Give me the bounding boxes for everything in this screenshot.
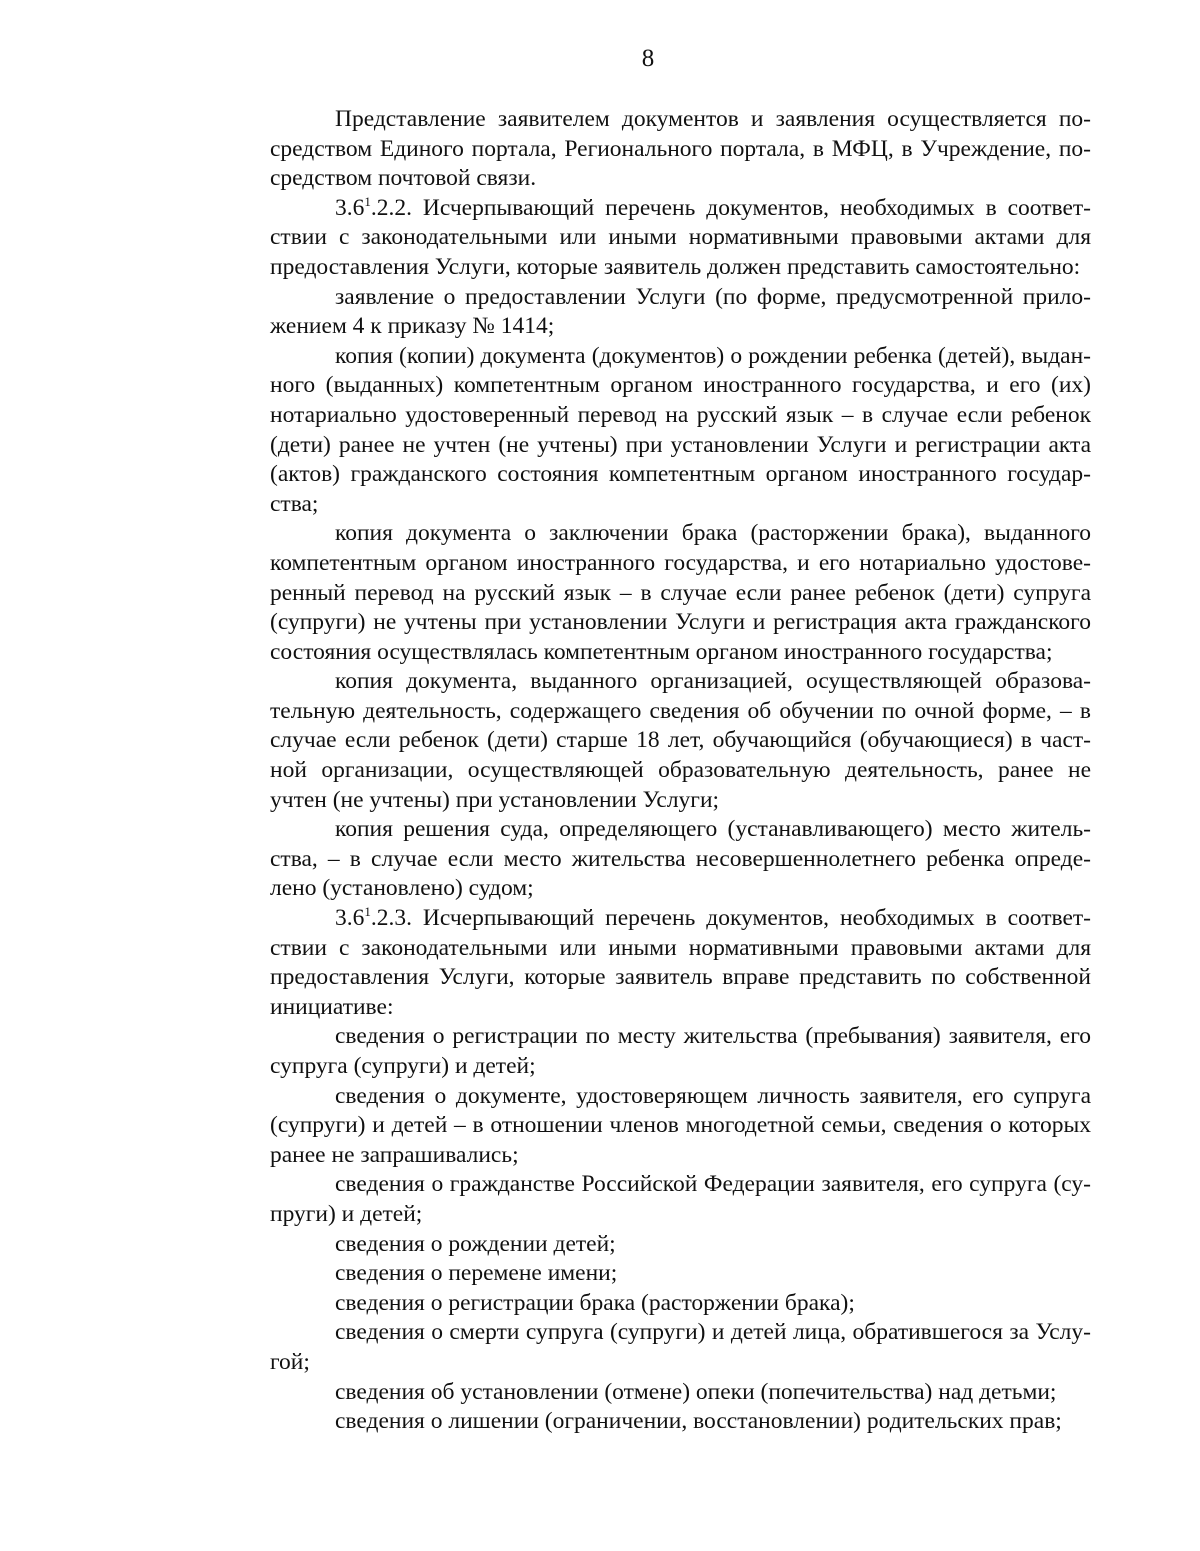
text-line: предоставления Услуги, которые заявитель должен представить самостоятельно: [270, 253, 1081, 280]
text-line: ствии с законодательными или иными нормативными правовыми актами для [270, 934, 1091, 961]
text-line: копия документа, выданного организацией, осуществляющей образова- [335, 668, 1091, 695]
paragraph-marriage-documents [205, 519, 1091, 667]
text-line: ного (выданных) компетентным органом иностранного государства, и его (их) [270, 372, 1091, 399]
text-line: (супруги) и детей – в отношении членов многодетной семьи, сведения о которых [270, 1112, 1091, 1139]
text-line: сведения о рождении детей; [335, 1230, 616, 1257]
paragraph-registration-info [205, 1022, 1091, 1081]
text-line: средством Единого портала, Регионального портала, в МФЦ, в Учреждение, по- [270, 135, 1091, 162]
paragraph-name-change-info [205, 1259, 1091, 1289]
text-line: нотариально удостоверенный перевод на русский язык – в случае если ребенок [270, 401, 1091, 428]
paragraph-guardianship-info [205, 1378, 1091, 1408]
text-line: Представление заявителем документов и заявления осуществляется по- [335, 106, 1091, 132]
paragraph-section-3-6-1-2-2 [205, 194, 1091, 283]
text-line: копия документа о заключении брака (расторжении брака), выданного [335, 520, 1091, 547]
paragraph-birth-documents [205, 342, 1091, 520]
section-heading-line: $3.6^1.2.3$. Исчерпывающий перечень документов, необходимых в соответ- [335, 904, 1091, 932]
paragraph-citizenship-info [205, 1170, 1091, 1229]
text-line: сведения о смерти супруга (супруги) и детей лица, обратившегося за Услу- [335, 1319, 1091, 1346]
page-number: 8 [641, 45, 655, 72]
paragraph-death-info [205, 1318, 1091, 1377]
text-line: жением 4 к приказу № 1414; [270, 313, 555, 340]
text-line: ренный перевод на русский язык – в случае если ранее ребенок (дети) супруга [270, 579, 1091, 606]
text-line: сведения о гражданстве Российской Федерации заявителя, его супруга (су- [335, 1171, 1091, 1198]
paragraph-section-3-6-1-2-3 [205, 904, 1091, 1022]
paragraph-submission-methods [205, 105, 1091, 194]
text-line: гой; [270, 1348, 310, 1375]
text-line: учтен (не учтены) при установлении Услуги; [270, 786, 720, 813]
text-line: сведения о регистрации по месту жительства (пребывания) заявителя, его [335, 1023, 1091, 1050]
text-line: (актов) гражданского состояния компетентным органом иностранного государ- [270, 461, 1091, 488]
paragraph-marriage-info [205, 1289, 1091, 1319]
text-line: компетентным органом иностранного государства, и его нотариально удостове- [270, 549, 1091, 576]
text-line: ствии с законодательными или иными нормативными правовыми актами для [270, 224, 1091, 251]
text-line: ства; [270, 490, 319, 517]
paragraph-parental-rights-info [205, 1407, 1091, 1437]
text-line: копия (копии) документа (документов) о рождении ребенка (детей), выдан- [335, 342, 1091, 369]
text-line: пруги) и детей; [270, 1200, 423, 1227]
text-line: сведения об установлении (отмене) опеки (попечительства) над детьми; [335, 1378, 1057, 1405]
paragraph-court-decision [205, 815, 1091, 904]
text-line: инициативе: [270, 993, 394, 1020]
text-line: сведения о документе, удостоверяющем личность заявителя, его супруга [335, 1082, 1091, 1109]
text-line: ной организации, осуществляющей образовательную деятельность, ранее не [270, 757, 1091, 784]
text-line: супруга (супруги) и детей; [270, 1053, 536, 1079]
text-line: средством почтовой связи. [270, 165, 537, 192]
text-line: случае если ребенок (дети) старше 18 лет, обучающийся (обучающиеся) в част- [270, 727, 1091, 754]
paragraph-education-documents [205, 667, 1091, 815]
text-line: ства, – в случае если место жительства несовершеннолетнего ребенка опреде- [270, 845, 1091, 872]
document-body [205, 105, 1091, 1437]
text-line: копия решения суда, определяющего (устанавливающего) место житель- [335, 816, 1091, 843]
text-line: (дети) ранее не учтен (не учтены) при установлении Услуги и регистрации акта [270, 431, 1091, 458]
text-line: сведения о лишении (ограничении, восстановлении) родительских прав; [335, 1408, 1062, 1435]
text-line: сведения о регистрации брака (расторжении брака); [335, 1289, 855, 1316]
text-line: предоставления Услуги, которые заявитель вправе представить по собственной [270, 964, 1091, 991]
text-line: лено (установлено) судом; [270, 875, 534, 902]
section-heading-line: $3.6^1.2.2$. Исчерпывающий перечень документов, необходимых в соответ- [335, 193, 1091, 221]
text-line: заявление о предоставлении Услуги (по форме, предусмотренной прило- [335, 283, 1091, 310]
paragraph-identity-info [205, 1082, 1091, 1171]
section-superscript: 1 [364, 904, 371, 920]
text-line: сведения о перемене имени; [335, 1260, 618, 1287]
text-line: тельную деятельность, содержащего сведения об обучении по очной форме, – в [270, 697, 1091, 724]
paragraph-application-form [205, 283, 1091, 342]
paragraph-birth-info [205, 1230, 1091, 1260]
text-line: (супруги) не учтены при установлении Услуги и регистрация акта гражданского [270, 609, 1091, 636]
text-line: состояния осуществлялась компетентным органом иностранного государства; [270, 638, 1053, 665]
text-line: ранее не запрашивались; [270, 1141, 519, 1168]
section-superscript: 1 [364, 193, 371, 209]
